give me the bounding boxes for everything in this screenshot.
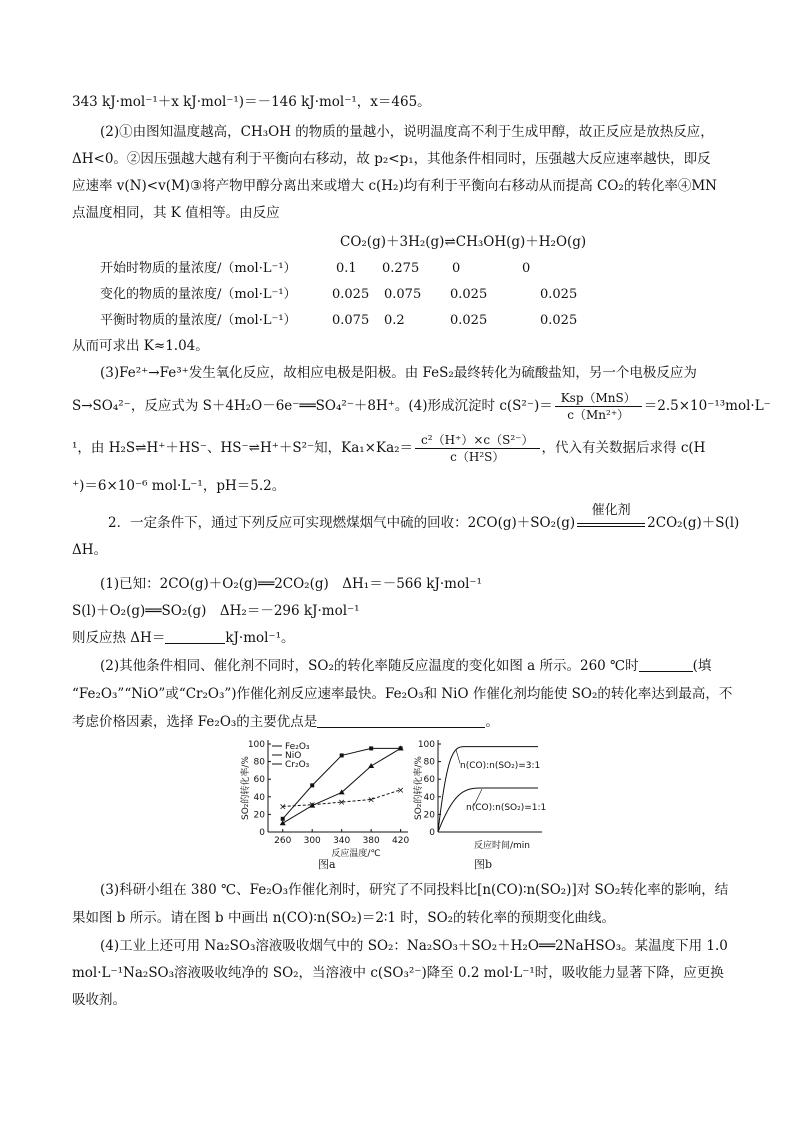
- catalyst-arrow: [577, 503, 645, 527]
- text-span: 2．一定条件下，通过下列反应可实现燃煤烟气中硫的回收：2CO(g)＋SO₂(g): [108, 515, 576, 531]
- table-cell: 0.025: [450, 287, 488, 302]
- data-point: ×: [278, 802, 287, 813]
- text-span: 考虑价格因素，选择 Fe₂O₃的主要优点是: [72, 714, 318, 730]
- y-axis-label: SO₂的转化率/%: [241, 756, 251, 820]
- y-tick-label: 60: [253, 775, 265, 786]
- data-point: ×: [367, 795, 375, 806]
- text-span: ，代入有关数据后求得 c(H: [541, 440, 706, 456]
- x-tick-label: 340: [333, 836, 351, 846]
- text-line: 点温度相同，其 K 值相等。由反应: [72, 205, 280, 221]
- text-span: ＝2.5×10⁻¹³mol·L⁻: [643, 398, 771, 414]
- text-span: (填: [692, 658, 712, 674]
- text-line: [100, 656, 760, 676]
- y-tick-label: 60: [423, 775, 435, 786]
- text-span: 。: [485, 714, 499, 730]
- y-tick-label: 40: [423, 792, 435, 803]
- text-line: 应速率 v(N)<v(M)③将产物甲醇分离出来或增大 c(H₂)均有利于平衡向右移动从而提高 CO₂的转化率④MN: [72, 178, 717, 194]
- text-line: ΔH<0。②因压强越大越有利于平衡向右移动，故 p₂<p₁，其他条件相同时，压强越大反应速率越快，即反: [72, 151, 711, 167]
- y-tick-label: 100: [417, 740, 435, 750]
- fraction-numerator: Ksp（MnS）: [555, 390, 642, 407]
- x-tick-label: 260: [274, 836, 292, 846]
- table-cell: 0: [522, 261, 531, 276]
- fraction-denominator: c（H²S）: [450, 450, 505, 464]
- text-line: “Fe₂O₃”“NiO”或“Cr₂O₃”)作催化剂反应速率最快。Fe₂O₃和 NiO 作催化剂均能使 SO₂的转化率达到最高，不: [72, 686, 733, 702]
- fraction-numerator: c²（H⁺）×c（S²⁻）: [415, 432, 539, 449]
- answer-blank[interactable]: [317, 713, 485, 728]
- text-line: (1)已知：2CO(g)＋O₂(g)══2CO₂(g) ΔH₁＝－566 kJ·mol⁻¹: [100, 576, 482, 592]
- data-point: [310, 783, 314, 787]
- legend-entry: Fe₂O₃: [285, 742, 310, 752]
- leader-line: [456, 750, 460, 764]
- data-point: [340, 753, 344, 757]
- data-point: [368, 763, 374, 768]
- answer-blank[interactable]: [165, 629, 225, 644]
- table-cell: 0.025: [450, 313, 488, 328]
- text-line: (3)Fe²⁺→Fe³⁺发生氧化反应，故相应电极是阳极。由 FeS₂最终转化为硫酸盐知，另一个电极反应为: [100, 365, 697, 381]
- figure-a-chart: [238, 732, 414, 872]
- text-line: (4)工业上还可用 Na₂SO₃溶液吸收烟气中的 SO₂：Na₂SO₃＋SO₂＋H₂O══2NaHSO₃。某温度下用 1.0: [100, 938, 728, 954]
- series-curve: [438, 747, 541, 832]
- row-label: 开始时物质的量浓度/（mol·L⁻¹）: [100, 261, 297, 276]
- y-tick-label: 80: [423, 757, 435, 768]
- text-line: 从而可求出 K≈1.04。: [72, 338, 209, 354]
- question-intro: [108, 503, 768, 536]
- y-tick-label: 20: [423, 810, 435, 821]
- text-line: 果如图 b 所示。请在图 b 中画出 n(CO)∶n(SO₂)＝2∶1 时，SO₂的转化率的预期变化曲线。: [72, 910, 616, 926]
- text-line: [72, 388, 771, 424]
- text-line: 吸收剂。: [72, 992, 126, 1008]
- x-tick-label: 420: [392, 836, 410, 846]
- text-line: 343 kJ·mol⁻¹＋x kJ·mol⁻¹)＝－146 kJ·mol⁻¹，x＝465。: [72, 94, 431, 110]
- text-line: ΔH。: [72, 542, 108, 558]
- text-line: S(l)＋O₂(g)══SO₂(g) ΔH₂＝－296 kJ·mol⁻¹: [72, 603, 360, 619]
- text-line: ⁺)＝6×10⁻⁶ mol·L⁻¹，pH＝5.2。: [72, 478, 286, 494]
- text-line: (2)①由图知温度越高，CH₃OH 的物质的量越小，说明温度高不利于生成甲醇，故正反应是放热反应，: [100, 124, 714, 140]
- ksp-fraction: [555, 390, 642, 423]
- legend-entry: NiO: [285, 751, 302, 761]
- figure-b-caption: 图b: [474, 858, 493, 871]
- table-cell: 0.025: [540, 287, 578, 302]
- table-cell: 0.075: [384, 287, 422, 302]
- text-span: ¹，由 H₂S⇌H⁺＋HS⁻、HS⁻⇌H⁺＋S²⁻知，Ka₁×Ka₂＝: [72, 440, 414, 456]
- figure-b-chart: [412, 732, 548, 872]
- x-axis-label: 反应温度/℃: [331, 849, 381, 859]
- y-axis-label: SO₂的转化率/%: [414, 756, 424, 820]
- y-tick-label: 100: [247, 740, 265, 750]
- data-point: ×: [396, 785, 405, 796]
- series-label: n(CO):n(SO₂)=3:1: [460, 760, 541, 771]
- table-cell: 0.025: [332, 287, 370, 302]
- text-line: [72, 712, 732, 732]
- text-line: (3)科研小组在 380 ℃、Fe₂O₃作催化剂时，研究了不同投料比[n(CO)∶n(SO₂)]对 SO₂转化率的影响，结: [100, 882, 729, 898]
- table-cell: 0.275: [382, 261, 420, 276]
- text-line: [72, 430, 732, 466]
- table-cell: 0.1: [336, 261, 357, 276]
- table-cell: 0.2: [384, 313, 405, 328]
- figure-a-caption: 图a: [318, 858, 336, 871]
- row-label: 变化的物质的量浓度/（mol·L⁻¹）: [100, 287, 297, 302]
- table-cell: 0.075: [332, 313, 370, 328]
- ka-fraction: [415, 432, 539, 465]
- y-tick-label: 0: [259, 828, 265, 838]
- reaction-equation: CO₂(g)＋3H₂(g)⇌CH₃OH(g)＋H₂O(g): [340, 234, 587, 250]
- text-line: [72, 628, 732, 648]
- row-label: 平衡时物质的量浓度/（mol·L⁻¹）: [100, 313, 297, 328]
- answer-blank[interactable]: [639, 657, 693, 672]
- data-point: ×: [308, 800, 316, 811]
- text-span: kJ·mol⁻¹。: [225, 630, 295, 646]
- fraction-denominator: c（Mn²⁺）: [567, 408, 630, 422]
- text-span: 则反应热 ΔH＝: [72, 630, 166, 646]
- x-tick-label: 300: [303, 836, 321, 846]
- data-point: [280, 820, 286, 825]
- text-span: S→SO₄²⁻，反应式为 S＋4H₂O－6e⁻══SO₄²⁻＋8H⁺。(4)形成沉淀时 c(S²⁻)＝: [72, 398, 553, 414]
- text-line: mol·L⁻¹Na₂SO₃溶液吸收纯净的 SO₂，当溶液中 c(SO₃²⁻)降至 0.2 mol·L⁻¹时，吸收能力显著下降，应更换: [72, 965, 724, 981]
- y-tick-label: 0: [429, 828, 435, 838]
- legend-entry: Cr₂O₃: [285, 760, 310, 770]
- x-axis-label: 反应时间/min: [473, 841, 531, 851]
- y-tick-label: 80: [253, 757, 265, 768]
- table-cell: 0.025: [540, 313, 578, 328]
- x-tick-label: 380: [362, 836, 380, 846]
- series-label: n(CO):n(SO₂)=1:1: [466, 803, 547, 813]
- catalyst-label: 催化剂: [591, 503, 631, 518]
- y-tick-label: 20: [253, 810, 265, 821]
- table-cell: 0: [452, 261, 461, 276]
- text-span: 2CO₂(g)＋S(l): [647, 515, 740, 531]
- y-tick-label: 40: [253, 792, 265, 803]
- text-span: (2)其他条件相同、催化剂不同时，SO₂的转化率随反应温度的变化如图 a 所示。260 ℃时: [100, 658, 639, 674]
- data-point: ×: [337, 798, 346, 809]
- data-point: [369, 746, 373, 750]
